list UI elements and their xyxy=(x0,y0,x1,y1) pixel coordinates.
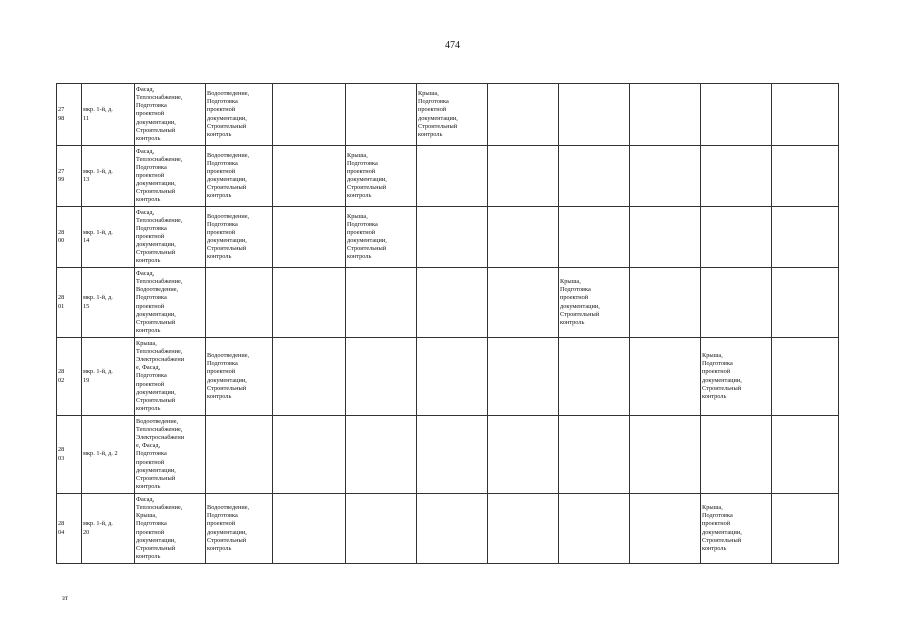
work-cell xyxy=(701,84,772,146)
work-cell xyxy=(135,494,206,564)
work-cell xyxy=(206,207,273,268)
row-number-cell xyxy=(57,338,82,416)
address-cell xyxy=(82,494,135,564)
work-cell xyxy=(701,268,772,338)
work-text: Фасад, Теплоснабжение, Водоотведение, Подготовка проектной документации, Строительный контроль xyxy=(136,270,183,334)
work-text: Крыша, Подготовка проектной документации, Строительный контроль xyxy=(347,212,387,261)
work-cell xyxy=(206,268,273,338)
work-text: Водоотведение, Подготовка проектной документации, Строительный контроль xyxy=(207,504,250,552)
row-number: 27 99 xyxy=(58,167,65,183)
work-cell xyxy=(135,416,206,494)
work-cell xyxy=(772,416,839,494)
work-text: Фасад, Теплоснабжение, Подготовка проектной документации, Строительный контроль xyxy=(136,86,183,142)
work-cell xyxy=(417,268,488,338)
work-cell xyxy=(559,207,630,268)
work-text: Фасад, Теплоснабжение, Подготовка проектной документации, Строительный контроль xyxy=(136,208,183,265)
page-number: 474 xyxy=(445,40,460,51)
work-cell xyxy=(346,207,417,268)
row-number: 28 03 xyxy=(58,446,65,462)
table-body xyxy=(57,84,839,564)
row-number-cell xyxy=(57,207,82,268)
row-number-cell xyxy=(57,416,82,494)
row-number-cell xyxy=(57,84,82,146)
work-cell xyxy=(346,268,417,338)
work-cell xyxy=(206,146,273,207)
row-number: 28 04 xyxy=(58,520,65,536)
work-cell xyxy=(346,416,417,494)
work-cell xyxy=(135,207,206,268)
table-row xyxy=(57,416,839,494)
work-text: Фасад, Теплоснабжение, Подготовка проектной документации, Строительный контроль xyxy=(136,147,183,204)
work-cell xyxy=(206,494,273,564)
work-cell xyxy=(417,338,488,416)
work-cell xyxy=(701,416,772,494)
work-cell xyxy=(630,416,701,494)
work-cell xyxy=(346,338,417,416)
row-number-cell xyxy=(57,494,82,564)
work-cell xyxy=(630,146,701,207)
work-cell xyxy=(630,207,701,268)
address-cell xyxy=(82,268,135,338)
work-cell xyxy=(417,416,488,494)
work-cell xyxy=(206,338,273,416)
work-cell xyxy=(488,268,559,338)
row-number: 27 98 xyxy=(58,106,65,122)
work-cell xyxy=(273,338,346,416)
work-cell xyxy=(630,268,701,338)
work-cell xyxy=(417,84,488,146)
work-text: Крыша, Подготовка проектной документации, Строительный контроль xyxy=(347,151,387,200)
row-number: 28 00 xyxy=(58,228,65,244)
work-cell xyxy=(701,146,772,207)
work-text: Водоотведение, Подготовка проектной документации, Строительный контроль xyxy=(207,90,250,138)
row-number-cell xyxy=(57,146,82,207)
address-text: мкр. 1-й, д. 19 xyxy=(83,368,113,384)
work-cell xyxy=(630,338,701,416)
work-cell xyxy=(488,416,559,494)
work-cell xyxy=(772,494,839,564)
work-cell xyxy=(135,338,206,416)
address-text: мкр. 1-й, д. 13 xyxy=(83,167,113,183)
work-cell xyxy=(346,84,417,146)
work-cell xyxy=(273,146,346,207)
table-row xyxy=(57,207,839,268)
work-text: Крыша, Подготовка проектной документации, Строительный контроль xyxy=(418,90,458,138)
address-cell xyxy=(82,84,135,146)
address-text: мкр. 1-й, д. 14 xyxy=(83,228,113,244)
footer-mark: зт xyxy=(62,594,68,602)
work-cell xyxy=(273,416,346,494)
address-text: мкр. 1-й, д. 15 xyxy=(83,294,113,310)
work-cell xyxy=(701,494,772,564)
work-cell xyxy=(273,84,346,146)
work-cell xyxy=(488,207,559,268)
address-text: мкр. 1-й, д. 11 xyxy=(83,106,113,122)
work-cell xyxy=(135,146,206,207)
address-cell xyxy=(82,207,135,268)
work-text: Крыша, Подготовка проектной документации, Строительный контроль xyxy=(560,278,600,326)
work-cell xyxy=(772,338,839,416)
work-text: Водоотведение, Подготовка проектной документации, Строительный контроль xyxy=(207,212,250,261)
row-number-cell xyxy=(57,268,82,338)
work-text: Крыша, Подготовка проектной документации, Строительный контроль xyxy=(702,352,742,400)
work-cell xyxy=(559,268,630,338)
work-cell xyxy=(488,84,559,146)
address-text: мкр. 1-й, д. 20 xyxy=(83,520,113,536)
work-cell xyxy=(273,207,346,268)
address-cell xyxy=(82,338,135,416)
work-text: Водоотведение, Подготовка проектной документации, Строительный контроль xyxy=(207,151,250,200)
table-row xyxy=(57,146,839,207)
work-cell xyxy=(559,146,630,207)
work-cell xyxy=(559,84,630,146)
table-row xyxy=(57,338,839,416)
work-cell xyxy=(701,207,772,268)
work-cell xyxy=(772,84,839,146)
work-cell xyxy=(772,146,839,207)
work-cell xyxy=(559,416,630,494)
work-cell xyxy=(701,338,772,416)
table-row xyxy=(57,268,839,338)
address-cell xyxy=(82,416,135,494)
work-cell xyxy=(630,494,701,564)
work-cell xyxy=(417,207,488,268)
work-cell xyxy=(559,494,630,564)
work-cell xyxy=(417,146,488,207)
row-number: 28 01 xyxy=(58,294,65,310)
work-cell xyxy=(135,84,206,146)
work-cell xyxy=(273,268,346,338)
table-row xyxy=(57,494,839,564)
work-text: Водоотведение, Подготовка проектной документации, Строительный контроль xyxy=(207,352,250,400)
work-text: Крыша, Подготовка проектной документации, Строительный контроль xyxy=(702,504,742,552)
work-cell xyxy=(488,146,559,207)
work-cell xyxy=(273,494,346,564)
address-cell xyxy=(82,146,135,207)
work-cell xyxy=(206,84,273,146)
work-cell xyxy=(559,338,630,416)
work-cell xyxy=(488,338,559,416)
work-cell xyxy=(135,268,206,338)
work-cell xyxy=(346,494,417,564)
address-text: мкр. 1-й, д. 2 xyxy=(83,450,118,458)
work-cell xyxy=(417,494,488,564)
work-cell xyxy=(346,146,417,207)
table-row xyxy=(57,84,839,146)
works-table xyxy=(56,83,839,564)
work-text: Крыша, Теплоснабжение, Электроснабжени е, Фасад, Подготовка проектной документации, Строительный контроль xyxy=(136,340,185,412)
work-cell xyxy=(488,494,559,564)
work-cell xyxy=(772,268,839,338)
row-number: 28 02 xyxy=(58,368,65,384)
work-cell xyxy=(772,207,839,268)
work-cell xyxy=(630,84,701,146)
work-text: Фасад, Теплоснабжение, Крыша, Подготовка проектной документации, Строительный контроль xyxy=(136,496,183,560)
work-cell xyxy=(206,416,273,494)
work-text: Водоотведение, Теплоснабжение, Электроснабжени е, Фасад, Подготовка проектной документации, Строительный контроль xyxy=(136,418,185,490)
